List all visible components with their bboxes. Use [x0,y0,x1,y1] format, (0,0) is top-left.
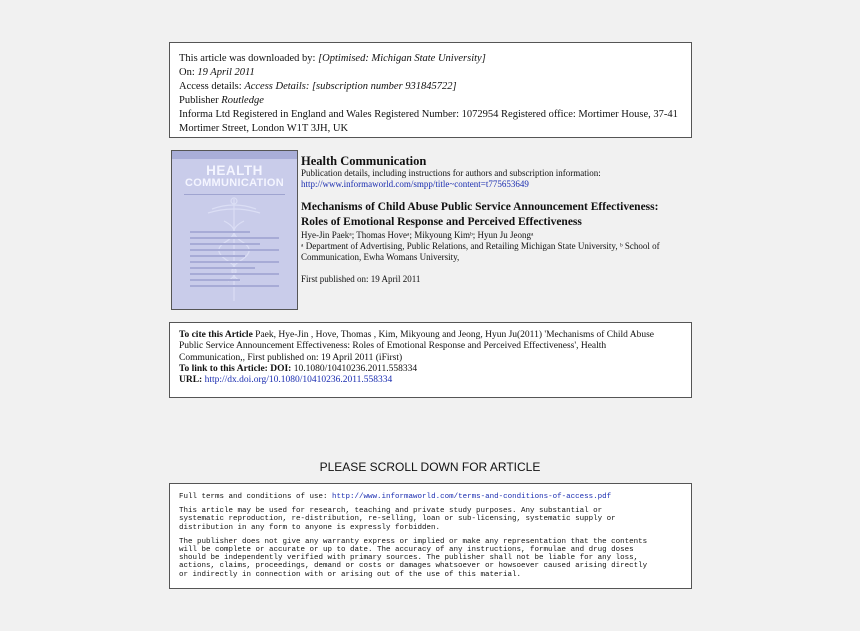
terms-p1-line2: systematic reproduction, re-distribution, re-selling, loan or sub-licensing, systematic supply or [179,515,616,524]
full-terms-line [179,493,682,501]
first-published: First published on: 19 April 2011 [301,274,421,284]
registration-text: Informa Ltd Registered in England and Wales Registered Number: 1072954 Registered office: Mortimer House, 37-41 Mortimer Street, London W1T 3JH, UK [179,108,678,134]
url-line [179,375,682,386]
download-date-label: On: [179,66,195,78]
terms-p2-line4: actions, claims, proceedings, demand or costs or damages whatsoever or howsoever caused arising directly [179,562,648,571]
cover-toc-line [190,231,250,233]
publication-details: Publication details, including instructions for authors and subscription information: [301,168,601,178]
authors: Hye-Jin Paekᵃ; Thomas Hoveᵃ; Mikyoung Kimᵇ; Hyun Ju Jeongᵃ [301,230,534,240]
doi-line [179,364,682,375]
url-label: URL: [179,375,203,386]
cover-toc-line [190,249,279,251]
cover-toc-line [190,243,260,245]
cite-text-line1: Paek, Hye-Jin , Hove, Thomas , Kim, Mikyoung and Jeong, Hyun Ju(2011) 'Mechanisms of Child Abuse [255,330,655,340]
citation-box [169,322,692,398]
terms-p1-line1: This article may be used for research, teaching and private study purposes. Any substantial or [179,507,603,516]
terms-paragraph-1 [179,507,682,532]
cover-toc-line [190,285,279,287]
scroll-down-note: PLEASE SCROLL DOWN FOR ARTICLE [319,460,541,474]
download-date-value: 19 April 2011 [197,66,255,78]
downloaded-by-label: This article was downloaded by: [179,53,316,64]
publisher-label: Publisher [179,94,219,106]
publisher-line [179,94,682,108]
article-title-line1: Mechanisms of Child Abuse Public Service Announcement Effectiveness: [301,201,659,213]
journal-title[interactable]: Health Communication [301,154,427,168]
cover-title-line2: COMMUNICATION [184,177,285,189]
affiliation-line1: ᵃ Department of Advertising, Public Relations, and Retailing Michigan State University, ᵇ School of [301,241,660,251]
access-details-line [179,80,682,94]
downloaded-by-line [179,52,682,66]
cover-toc-line [190,261,279,263]
terms-p1-line3: distribution in any form to anyone is expressly forbidden. [179,523,441,532]
terms-p2-line5: or indirectly in connection with or arising out of the use of this material. [179,570,522,579]
cite-text-line2: Public Service Announcement Effectiveness: Roles of Emotional Response and Perceived Effectiveness', Health [179,341,607,352]
cover-toc-line [190,267,255,269]
download-info-box [169,42,692,138]
access-details-value: Access Details: [subscription number 931845722] [244,80,457,92]
article-title-line2: Roles of Emotional Response and Perceived Effectiveness [301,216,582,228]
cover-toc-line [190,279,240,281]
access-details-label: Access details: [179,80,242,92]
cover-toc-line [190,255,245,257]
cover-toc-line [190,273,279,275]
download-date-line [179,66,682,80]
affiliation-line2: Communication, Ewha Womans University, [301,252,460,262]
article-title [301,200,691,230]
terms-p2-line1: The publisher does not give any warranty express or implied or make any representation that the contents [179,537,648,546]
downloaded-by-value: [Optimised: Michigan State University] [318,53,486,64]
journal-url-link[interactable]: http://www.informaworld.com/smpp/title~content=t775653649 [301,179,529,189]
doi-label: To link to this Article: DOI: [179,363,292,374]
cover-toc-line [190,237,279,239]
article-info [301,154,691,285]
doi-url-link[interactable]: http://dx.doi.org/10.1080/10410236.2011.558334 [204,375,393,386]
publisher-value: Routledge [221,94,264,106]
terms-paragraph-2 [179,538,682,579]
cover-title-line1: HEALTH [206,163,263,178]
terms-p2-line2: will be complete or accurate or up to date. The accuracy of any instructions, formulae and drug doses [179,546,634,555]
terms-url-link[interactable]: http://www.informaworld.com/terms-and-conditions-of-access.pdf [332,493,612,501]
journal-cover-image[interactable] [171,150,298,310]
terms-box [169,483,692,589]
full-terms-label: Full terms and conditions of use: [179,493,328,501]
terms-p2-line3: should be independently verified with primary sources. The publisher shall not be liable for any loss, [179,554,639,563]
doi-value: 10.1080/10410236.2011.558334 [293,363,418,374]
citation-line1 [179,330,682,341]
cite-label: To cite this Article [179,330,253,340]
cite-text-line3: Communication,, First published on: 19 April 2011 (iFirst) [179,352,403,363]
